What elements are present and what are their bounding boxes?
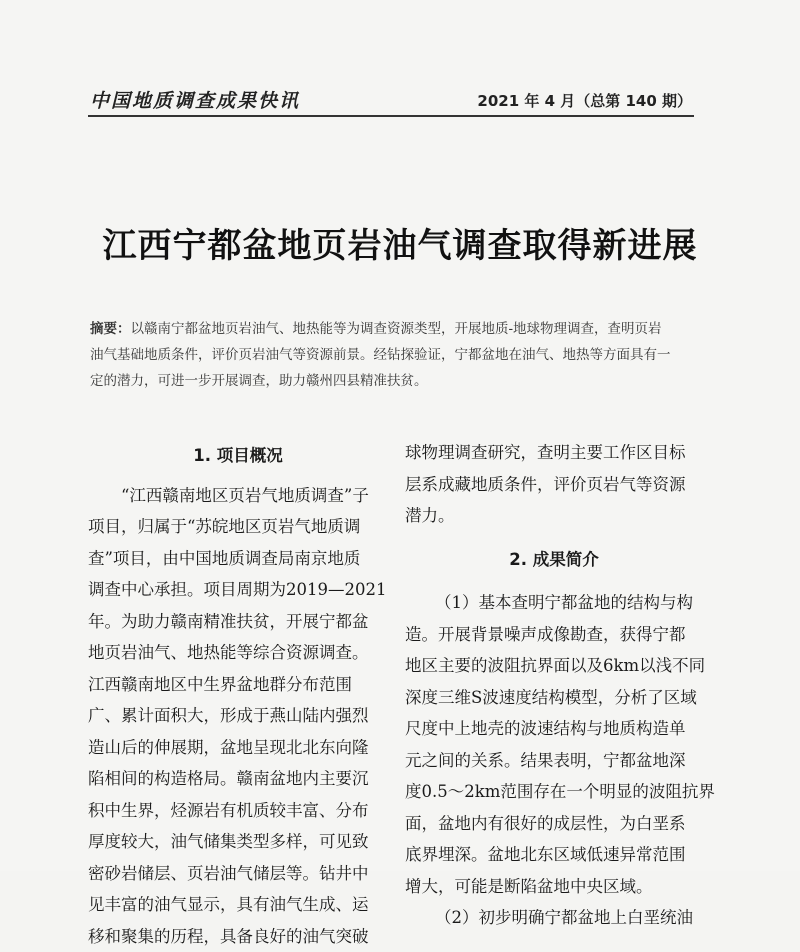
body-line: 广、累计面积大，形成于燕山陆内强烈 (88, 700, 388, 732)
abstract-line: 定的潜力，可进一步开展调查，助力赣州四县精准扶贫。 (90, 368, 696, 394)
header-divider (88, 115, 694, 117)
body-line: 项目，归属于“苏皖地区页岩气地质调 (88, 511, 388, 543)
issue-info: 2021 年 4 月（总第 140 期） (477, 90, 692, 111)
abstract-text: 以赣南宁都盆地页岩油气、地热能等为调查资源类型，开展地质-地球物理调查，查明页岩 (131, 321, 662, 337)
body-line: 密砂岩储层、页岩油气储层等。钻井中 (88, 858, 388, 890)
body-line: 年。为助力赣南精准扶贫，开展宁都盆 (88, 606, 388, 638)
body-line: 地区主要的波阻抗界面以及6km以浅不同 (405, 650, 703, 682)
body-line: 江西赣南地区中生界盆地群分布范围 (88, 669, 388, 701)
body-line: 尺度中上地壳的波速结构与地质构造单 (405, 713, 703, 745)
body-line: 厚度较大，油气储集类型多样，可见致 (88, 826, 388, 858)
body-line: “江西赣南地区页岩气地质调查”子 (88, 480, 388, 512)
abstract-line (90, 316, 696, 342)
body-line: 地页岩油气、地热能等综合资源调查。 (88, 637, 388, 669)
body-line: 造。开展背景噪声成像勘查，获得宁都 (405, 619, 703, 651)
body-line: 底界埋深。盆地北东区域低速异常范围 (405, 839, 703, 871)
body-line: （1）基本查明宁都盆地的结构与构 (405, 587, 703, 619)
body-line: 见丰富的油气显示，具有油气生成、运 (88, 889, 388, 921)
journal-name: 中国地质调查成果快讯 (90, 86, 300, 113)
left-column (88, 440, 388, 952)
body-line: 度0.5～2km范围存在一个明显的波阻抗界 (405, 776, 703, 808)
article-title: 江西宁都盆地页岩油气调查取得新进展 (0, 218, 800, 267)
body-line: 调查中心承担。项目周期为2019—2021 (88, 574, 388, 606)
body-line: 陷相间的构造格局。赣南盆地内主要沉 (88, 763, 388, 795)
body-line: 积中生界，烃源岩有机质较丰富、分布 (88, 795, 388, 827)
body-line: 元之间的关系。结果表明，宁都盆地深 (405, 745, 703, 777)
body-line: 移和聚集的历程，具备良好的油气突破 (88, 921, 388, 952)
body-line: 面，盆地内有很好的成层性，为白垩系 (405, 808, 703, 840)
abstract-line: 油气基础地质条件，评价页岩油气等资源前景。经钻探验证，宁都盆地在油气、地热等方面具有一 (90, 342, 696, 368)
body-line: 增大，可能是断陷盆地中央区域。 (405, 871, 703, 903)
abstract-label: 摘要： (90, 321, 131, 337)
body-line: 球物理调查研究，查明主要工作区目标 (405, 437, 703, 469)
body-line: 查”项目，由中国地质调查局南京地质 (88, 543, 388, 575)
body-line: （2）初步明确宁都盆地上白垩统油 (405, 902, 703, 934)
section-heading-1: 1. 项目概况 (88, 440, 388, 472)
section-heading-2: 2. 成果简介 (405, 544, 703, 576)
body-line: 层系成藏地质条件，评价页岩气等资源 (405, 469, 703, 501)
right-column (405, 437, 703, 934)
body-line: 深度三维S波速度结构模型，分析了区域 (405, 682, 703, 714)
body-line: 潜力。 (405, 500, 703, 532)
body-line: 造山后的伸展期，盆地呈现北北东向隆 (88, 732, 388, 764)
abstract (90, 316, 696, 394)
